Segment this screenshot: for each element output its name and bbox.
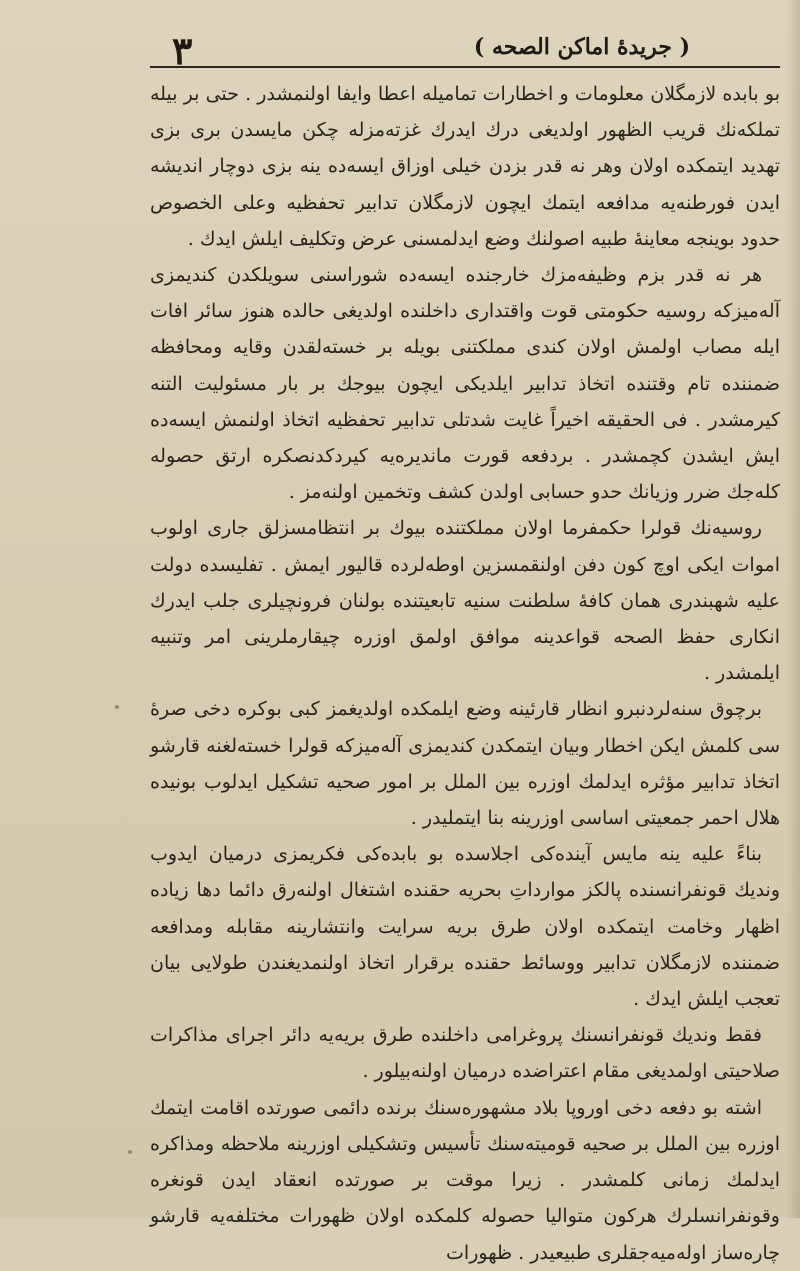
page-header <box>150 28 780 73</box>
paper-spot <box>128 1150 132 1154</box>
paragraph-7: اشته بو دفعه دخى اوروپا بلاد مشهوره‌سنك برنده دائمى صورتده اقامت ايتمك اوزره بين الملل بر صحيه قوميته‌سنك تأسيس وتشكيلى اوزرينه ملاحظه ومذاكره ايدلمك زمانى كلمشدر . زيرا موقت بر صورتده انعقاد ايدن قونغره وقونفرانسلرك هركون متواليا حصوله كلمكده اولان ظهورات مختلفه‌يه قارشو چاره‌ساز اوله‌ميه‌جقلرى طبيعيدر . ظهورات <box>150 1096 780 1264</box>
page-number: ٣ <box>172 28 193 73</box>
header-rule <box>150 66 780 68</box>
paragraph-5: بناءً عليه ينه مايس آينده‌كى اجلاسده بو بابده‌كى فكريمزى درميان ايدوب ونديك قونفرانسنده پالكز موارداتِ بحريه حقنده اشتغال اولنه‌رق دائما دها زياده اظهار وخامت ايتمكده اولان طرق بريه سرايت وانتشارينه مقابله ومدافعه ضمننده لازمگلان تدابير ووسائط حقنده برقرار اتخاذ اولنمديغندن طولايى بيان تعجب ايلش ايدك . <box>150 843 780 1011</box>
article-body <box>150 76 780 1271</box>
paragraph-2: هر نه قدر بزم وظيفه‌مزك خارجنده ايسه‌ده شوراسنى سويلكدن كنديمزى آله‌ميزكه روسيه حكومتى قوت واقتدارى داخلنده اولديغى حالده هنوز سائر افات ايله مصاب اولمش اولان كندى مملكتنى بويله بر خسته‌لقدن وقايه ومحافظه ضمننده تام وقتنده اتخاذ تدابير ايلديكى ايچون بيوجك بر بار مسئوليت التنه كيرمشدر . فى الحقيقه اخيراً غايت شدتلى تدابير تحفظيه اتخاذ اولنمش ايسه‌ده ايش ايشدن كچمشدر . بردفعه قورت مانديره‌يه كيردكدنصكره ارتق حصوله كله‌جك ضرر وزيانك حدو حسابى اولدن كشف وتخمين اولنه‌مز . <box>150 264 780 504</box>
page-edge-shadow <box>786 0 800 1218</box>
paper-spot <box>115 705 119 709</box>
paragraph-4: برچوق سنه‌لردنبرو انظار قارئينه وضع ايلمكده اولديغمز كبى بوكره دخى صرهٔ سى كلمش ايكن اخطار وبيان ايتمكدن كنديمزى آله‌ميزكه قولرا خسته‌لغنه قارشو اتخاذ تدابير مؤثره ايدلمك اوزره بين الملل بر امور صحيه تشكيل ايدلوب بونيده هلال احمر جمعيتى اساسى اوزرينه بنا ايتمليدر . <box>150 698 780 830</box>
paragraph-1: بو بابده لازمگلان معلومات و اخطارات تماميله اعطا وايفا اولنمشدر . حتى بر بيله تملكه‌نك قريب الظهور اولديغى درك ايدرك غزته‌مزله چكن مايسدن برى بزى تهديد ايتمكده اولان وهر نه قدر بزدن خيلى اوزاق ايسه‌ده ينه بزى دوچار انديشه ايدن فورطنه‌يه مدافعه ايتمك ايچون لازمگلان تدابير تحفظيه وعلى الخصوص حدود بوينجه معاينهٔ طبيه اصولنك وضع ايدلمسنى عرض وتكليف ايلش ايدك . <box>150 83 780 250</box>
paragraph-6: فقط ونديك قونفرانسنك پروغرامى داخلنده طرق بريه‌يه دائر اجراى مذاكرات صلاحيتى اولمديغى مقام اعتراضده درميان اولنه‌بيلور . <box>150 1024 780 1083</box>
running-title: ( جريدهٔ اماكن الصحه ) <box>473 34 690 60</box>
paragraph-3: روسيه‌نك قولرا حكمفرما اولان مملكتنده بيوك بر انتظامسزلق جارى اولوب اموات ايكى اوچ كون دفن اولنقمسزين اوطه‌لرده قاليور ايمش . تفليسده دولت عليه شهبندرى همان كافهٔ سلطنت سنيه تابعيتنده بولنان فرونچيلرى جلب ايدرك انكارى حفظ الصحه قواعدينه موافق اولمق اوزره چيقارملرينى امر وتنبيه ايلمشدر . <box>150 517 780 685</box>
